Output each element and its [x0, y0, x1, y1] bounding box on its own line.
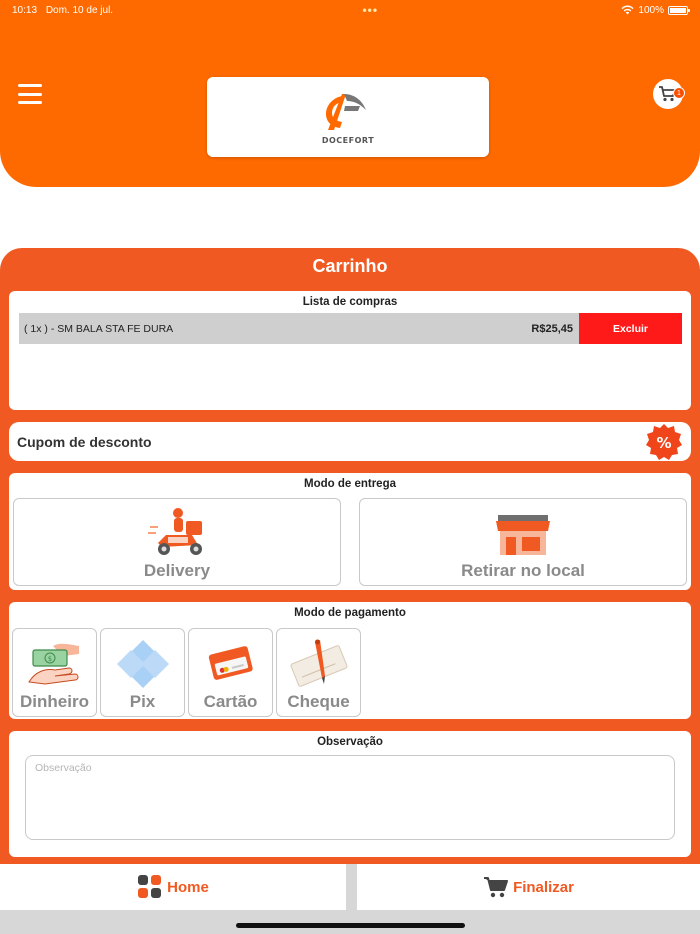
- payment-cheque-option[interactable]: [276, 628, 361, 717]
- delivery-mode-title: Modo de entrega: [303, 478, 396, 490]
- payment-cash-option[interactable]: [12, 628, 97, 717]
- observation-input[interactable]: [25, 755, 675, 840]
- payment-mode-title: Modo de pagamento: [294, 607, 406, 619]
- delivery-option[interactable]: [13, 498, 341, 586]
- observation-card: [9, 731, 691, 857]
- cart-item-name: ( 1x ) - SM BALA STA FE DURA: [24, 322, 174, 335]
- cart-item-price: R$25,45: [531, 322, 573, 335]
- wifi-icon: [621, 5, 634, 15]
- payment-pix-label: Pix: [129, 692, 156, 711]
- payment-cash-label: Dinheiro: [20, 692, 89, 711]
- hamburger-menu-icon[interactable]: [18, 84, 42, 104]
- store-icon: [494, 513, 552, 557]
- logo-card: [207, 77, 489, 157]
- pickup-option-label: Retirar no local: [461, 561, 585, 580]
- svg-text:$: $: [47, 655, 52, 663]
- header-cart-button[interactable]: [653, 79, 683, 109]
- tab-home-label: Home: [167, 878, 209, 896]
- delivery-mode-card: [9, 473, 691, 590]
- status-bar: [0, 0, 700, 20]
- svg-text:%: %: [656, 433, 672, 452]
- status-time: 10:13: [12, 4, 38, 16]
- multitasking-dots[interactable]: •••: [362, 3, 379, 17]
- pix-icon: [113, 638, 173, 690]
- shopping-cart-icon: [483, 875, 509, 899]
- cart-item-row: [19, 313, 682, 344]
- credit-card-icon: [201, 638, 261, 690]
- payment-cheque-label: Cheque: [287, 692, 350, 711]
- coupon-label: Cupom de desconto: [17, 433, 152, 450]
- battery-icon: [668, 6, 688, 15]
- remove-item-button[interactable]: Excluir: [579, 313, 682, 344]
- docefort-logo-icon: [320, 90, 376, 134]
- pickup-option[interactable]: [359, 498, 687, 586]
- tab-home[interactable]: [0, 864, 346, 910]
- delivery-scooter-icon: [148, 507, 206, 557]
- status-date: Dom. 10 de jul.: [45, 4, 114, 16]
- cart-count-badge: 1: [673, 87, 685, 99]
- tab-finalize[interactable]: [357, 864, 700, 910]
- cart-title: Carrinho: [312, 256, 388, 276]
- payment-card-option[interactable]: [188, 628, 273, 717]
- payment-mode-card: [9, 602, 691, 719]
- payment-pix-option[interactable]: [100, 628, 185, 717]
- cheque-pen-icon: [289, 638, 349, 690]
- app-header: [0, 0, 700, 187]
- shopping-list-title: Lista de compras: [302, 296, 398, 308]
- home-indicator[interactable]: [236, 923, 465, 928]
- home-grid-icon: [137, 874, 163, 900]
- observation-title: Observação: [317, 736, 383, 748]
- delivery-option-label: Delivery: [143, 561, 211, 580]
- battery-percent: 100%: [638, 4, 664, 16]
- coupon-row[interactable]: [9, 422, 691, 461]
- logo-text: DOCEFORT: [321, 135, 375, 145]
- shopping-list-card: [9, 291, 691, 410]
- payment-card-label: Cartão: [203, 692, 258, 711]
- cash-hand-icon: [25, 638, 85, 690]
- percent-badge-icon[interactable]: [645, 423, 683, 461]
- tab-finalize-label: Finalizar: [513, 878, 574, 896]
